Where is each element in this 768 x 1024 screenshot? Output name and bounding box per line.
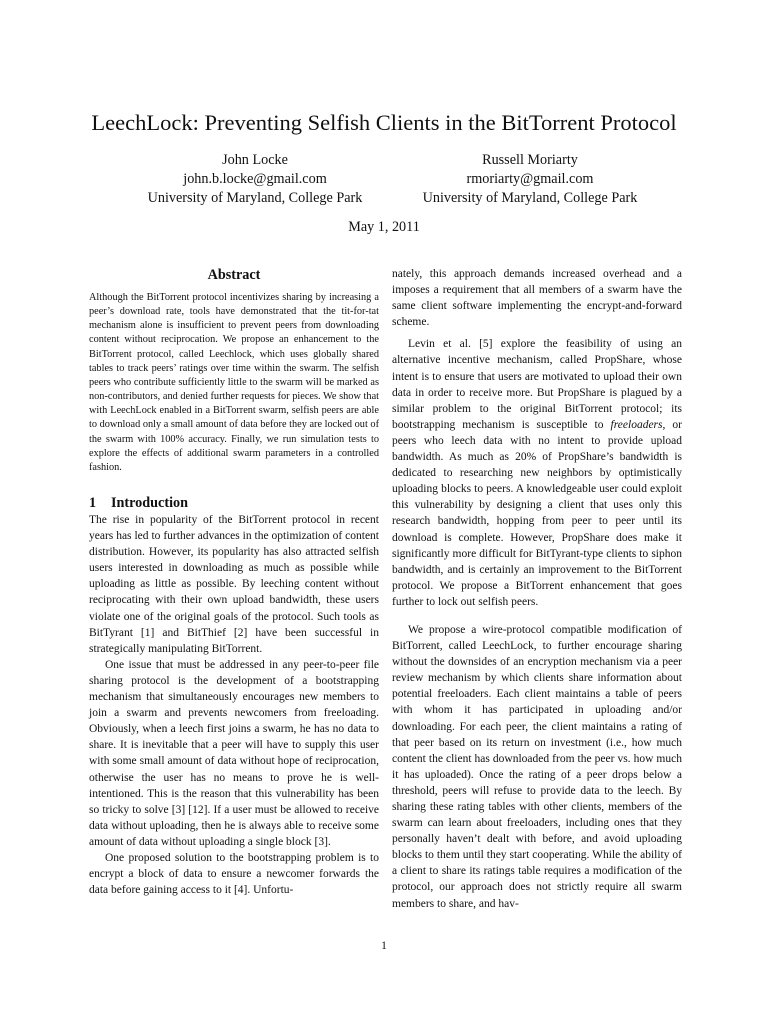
- paragraph: The rise in popularity of the BitTorrent protocol in recent years has led to further advances in the optimization of content distribution. However, its popularity has also attracted selfish users interested in downloading as much as possible while uploading as little as possible. By leeching content without reciprocating with their own upload bandwidth, these users violate one of the original goals of the protocol. Such tools as BitTyrant [1] and BitThief [2] have been successful in strategically manipulating BitTorrent.: [89, 514, 379, 655]
- abstract-heading: Abstract: [207, 267, 261, 283]
- page-number: 1: [381, 940, 387, 952]
- author-name: Russell Moriarty: [482, 152, 578, 168]
- paragraph: One proposed solution to the bootstrapping problem is to encrypt a block of data to ensure a newcomer forwards the data before gaining access to it [4]. Unfortu-: [89, 851, 379, 897]
- author-affiliation: University of Maryland, College Park: [147, 190, 363, 206]
- section-title: Introduction: [111, 495, 188, 511]
- paragraph: We propose a wire-protocol compatible modification of BitTorrent, called LeechLock, to further encourage sharing without the downsides of an encryption mechanism via a peer review mechanism by which clients share information about potential freeloaders. Each client maintains a table of peers with whom it has participated in uploading and/or downloading. For each peer, the client maintains a rating of that peer based on its return on investment (i.e., how much content the client has downloaded from the peer vs. how much it has uploaded). Once the rating of a peer drops below a threshold, peers will refuse to provide data to the leech. By sharing these rating tables with other clients, members of the swarm can learn about freeloaders, including ones that they personally haven’t dealt with before, and avoid uploading blocks to them until they start cooperating. While the ability of a client to share its ratings table requires a modification of the protocol, our approach does not strictly require all swarm members to share, and hav-: [392, 623, 682, 910]
- author-name: John Locke: [222, 152, 288, 168]
- paper-date: May 1, 2011: [348, 219, 420, 235]
- paragraph-segment: Levin et al. [5] explore the feasibility of using an alternative incentive mechanism, called PropShare, whose intent is to ensure that users are motivated to upload their own data in order to receive more. But PropShare is plagued by a similar problem to the original BitTorrent protocol; its bootstrapping mechanism is susceptible to: [392, 338, 682, 431]
- section-heading: [89, 493, 379, 513]
- section-number: 1: [89, 495, 97, 511]
- author-affiliation: University of Maryland, College Park: [422, 190, 638, 206]
- paper-title: LeechLock: Preventing Selfish Clients in the BitTorrent Protocol: [91, 110, 677, 135]
- right-column-text: [392, 266, 682, 912]
- emphasis-term: freeloaders: [610, 418, 663, 431]
- author-email: john.b.locke@gmail.com: [183, 171, 327, 187]
- paragraph: nately, this approach demands increased overhead and a imposes a requirement that all members of a swarm have the same client software implementing the encrypt-and-forward scheme.: [392, 268, 682, 329]
- author-email: rmoriarty@gmail.com: [466, 171, 594, 187]
- author-block-1: [110, 151, 400, 208]
- paragraph: One issue that must be addressed in any peer-to-peer file sharing protocol is the development of a bootstrapping mechanism that simultaneously encourages new members to join a swarm and prevents newcomers from freeloading. Obviously, when a leech first joins a swarm, he has no data to share. It is inevitable that a peer will have to supply this user with some small amount of data without hope of reciprocation, otherwise the user has no means to prove he is well-intentioned. This is the reason that this vulnerability has been so tricky to solve [3] [12]. If a user must be allowed to receive data without uploading, then he is always able to receive some amount of data without uploading a single block [3].: [89, 658, 379, 848]
- intro-text: [89, 512, 379, 898]
- abstract-text: Although the BitTorrent protocol incentivizes sharing by increasing a peer’s download rate, tools have demonstrated that the tit-for-tat mechanism alone is insufficient to prevent peers from downloading content without reciprocation. We propose an enhancement to the BitTorrent protocol, called Leechlock, which uses globally shared tables to track peers’ ratings over time within the swarm. The selfish peers who contribute sufficiently little to the swarm will be marked as non-contributors, and denied further requests for pieces. We show that with LeechLock enabled in a BitTorrent swarm, selfish peers are able to download only a small amount of data before they are locked out of the swarm with 100% accuracy. Finally, we run simulation tests to explore the effects of additional swarm parameters in a controlled fashion.: [89, 292, 379, 473]
- author-block-2: [390, 151, 670, 208]
- paragraph: [392, 336, 682, 610]
- paragraph-segment: , or peers who leech data with no intent to provide upload bandwidth. As much as 20% of PropShare’s bandwidth is dedicated to researching new neighbors by optimistically uploading blocks to peers. A knowledgeable user could exploit this vulnerability by designing a client that uses only this research bandwidth, hopping from peer to peer until its download is complete. However, PropShare does make it significantly more difficult for BitTyrant-type clients to siphon bandwidth, and is certainly an improvement to the BitTorrent protocol. We propose a BitTorrent enhancement that goes further to lock out selfish peers.: [392, 418, 682, 608]
